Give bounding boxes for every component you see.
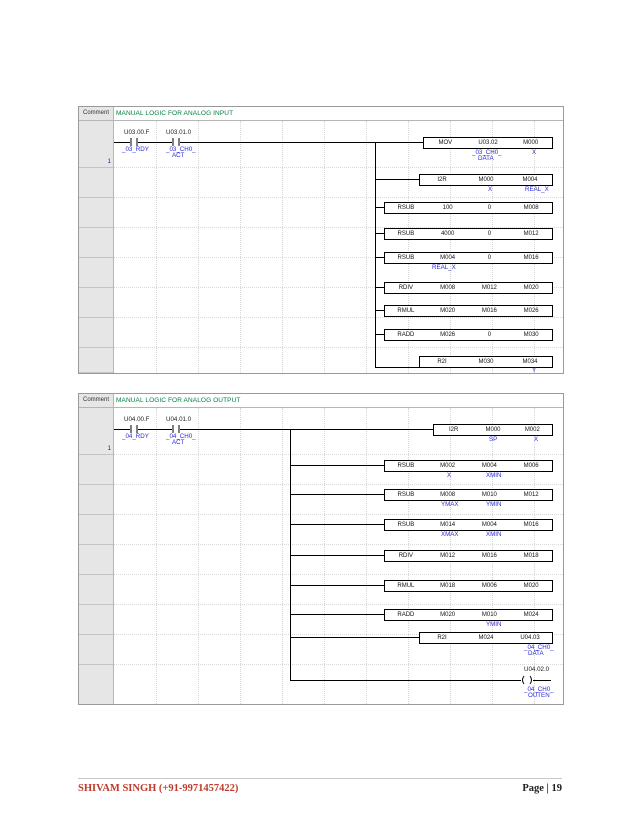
operand-note: XMIN bbox=[486, 531, 502, 538]
comment-text: MANUAL LOGIC FOR ANALOG INPUT bbox=[116, 110, 234, 117]
rung-grid bbox=[114, 408, 563, 704]
operand-note: YMAX bbox=[441, 501, 459, 508]
rung-grid bbox=[114, 121, 563, 373]
rmul-instruction: RMUL M020 M016 M026 bbox=[384, 305, 553, 317]
operand-note: SP bbox=[489, 436, 498, 443]
rsub-instruction: RSUB M014 M004 M016 bbox=[384, 519, 553, 531]
rsub-instruction: RSUB M004 0 M016 bbox=[384, 252, 553, 264]
contact-label: _03_RDY bbox=[122, 146, 149, 153]
r2i-instruction: R2I M024 U04.03 bbox=[419, 632, 553, 644]
comment-row bbox=[79, 107, 563, 121]
rdiv-instruction: RDIV M012 M016 M018 bbox=[384, 550, 553, 562]
i2r-instruction: I2R M000 M002 bbox=[433, 424, 553, 436]
mov-instruction: MOV U03.02 M000 bbox=[423, 137, 553, 149]
contact-address: U04.00.F bbox=[124, 416, 150, 423]
coil-label: _04_CH0_ bbox=[524, 686, 554, 693]
contact-address: U04.01.0 bbox=[166, 416, 192, 423]
i2r-instruction: I2R M000 M004 bbox=[419, 174, 553, 186]
operand-note: DATA bbox=[478, 155, 494, 162]
comment-row bbox=[79, 394, 563, 408]
rung-gutter bbox=[79, 408, 114, 704]
operand-note: DATA bbox=[528, 650, 544, 657]
rsub-instruction: RSUB M008 M010 M012 bbox=[384, 489, 553, 501]
operand-note: _03_CH0_ bbox=[472, 149, 502, 156]
operand-note: X bbox=[488, 186, 493, 193]
comment-label: Comment bbox=[79, 394, 114, 407]
contact-label-2: ACT bbox=[172, 152, 185, 159]
footer-author: SHIVAM SINGH (+91-9971457422) bbox=[78, 783, 239, 794]
operand-note: REAL_X bbox=[432, 264, 456, 271]
footer-divider bbox=[78, 778, 562, 779]
output-coil-icon bbox=[519, 675, 535, 685]
operand-note: Y bbox=[532, 367, 537, 374]
contact-address: U03.00.F bbox=[124, 129, 150, 136]
coil-address: U04.02.0 bbox=[524, 666, 550, 673]
contact-label-2: ACT bbox=[172, 439, 185, 446]
operand-note: YMIN bbox=[486, 621, 502, 628]
ladder-analog-output bbox=[78, 393, 564, 705]
rdiv-instruction: RDIV M008 M012 M020 bbox=[384, 282, 553, 294]
contact-label: _03_CH0_ bbox=[166, 146, 196, 153]
r2i-instruction: R2I M030 M034 bbox=[419, 356, 553, 368]
coil-label-2: OUTEN bbox=[528, 692, 550, 699]
contact-label: _04_RDY bbox=[122, 433, 149, 440]
contact-label: _04_CH0_ bbox=[166, 433, 196, 440]
operand-note: YMIN bbox=[486, 501, 502, 508]
rsub-instruction: RSUB M002 M004 M006 bbox=[384, 460, 553, 472]
operand-note: REAL_X bbox=[525, 186, 549, 193]
rung-number: 1 bbox=[107, 446, 111, 452]
operand-note: X bbox=[534, 436, 539, 443]
comment-text: MANUAL LOGIC FOR ANALOG OUTPUT bbox=[116, 397, 241, 404]
rung-number: 1 bbox=[107, 159, 111, 165]
operand-note: X bbox=[447, 472, 452, 479]
operand-note: _04_CH0_ bbox=[524, 644, 554, 651]
comment-label: Comment bbox=[79, 107, 114, 120]
rung-gutter bbox=[79, 121, 114, 373]
radd-instruction: RADD M026 0 M030 bbox=[384, 329, 553, 341]
operand-note: XMIN bbox=[486, 472, 502, 479]
rmul-instruction: RMUL M018 M006 M020 bbox=[384, 580, 553, 592]
operand-note: X bbox=[532, 149, 537, 156]
contact-address: U03.01.0 bbox=[166, 129, 192, 136]
radd-instruction: RADD M020 M010 M024 bbox=[384, 609, 553, 621]
rsub-instruction: RSUB 100 0 M008 bbox=[384, 202, 553, 214]
ladder-analog-input bbox=[78, 106, 564, 374]
rsub-instruction: RSUB 4000 0 M012 bbox=[384, 228, 553, 240]
page-number: Page | 19 bbox=[522, 783, 562, 794]
operand-note: XMAX bbox=[441, 531, 459, 538]
